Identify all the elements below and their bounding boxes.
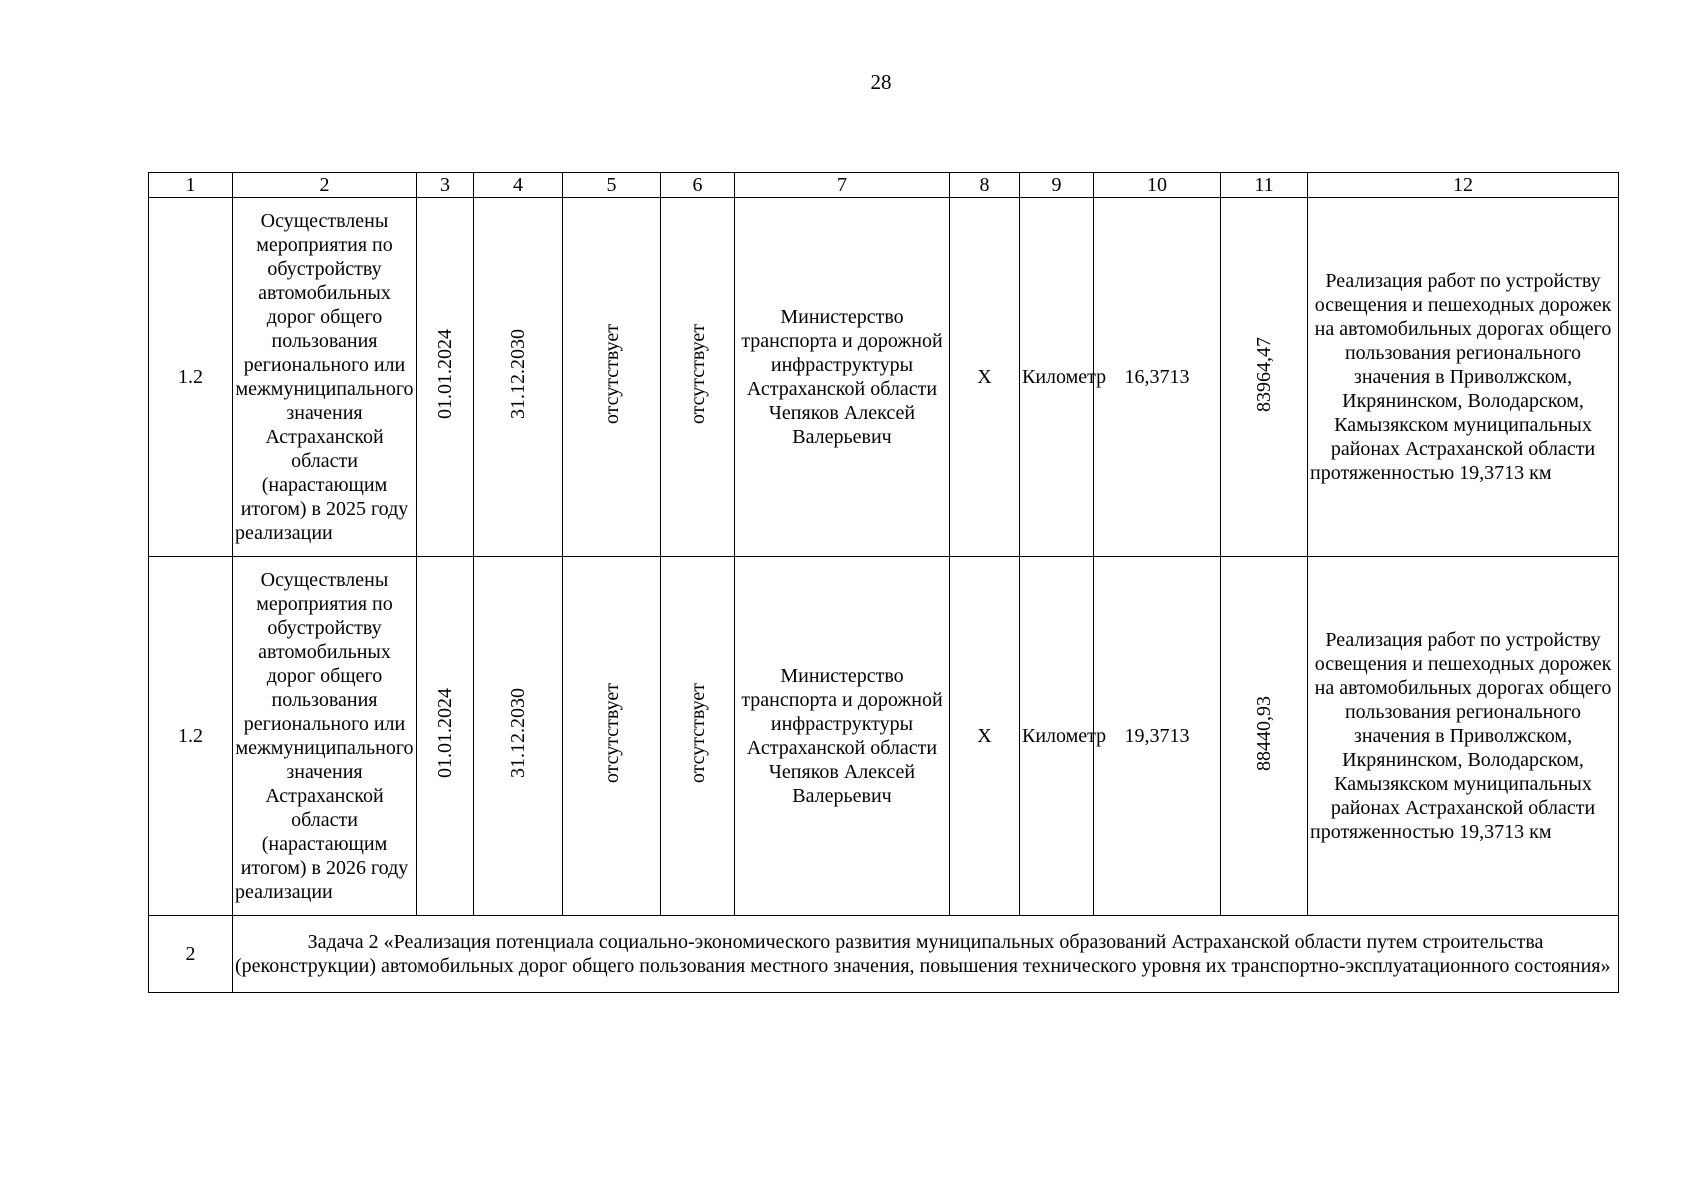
- page-number: 28: [870, 70, 892, 94]
- responsible-person: Чепяков Алексей Валерьевич: [768, 402, 916, 448]
- amount: 88440,93: [1253, 695, 1275, 771]
- column-header: 10: [1094, 173, 1221, 198]
- col5-value: отсутствует: [600, 682, 623, 784]
- col8-value: Х: [950, 198, 1020, 557]
- column-header: 6: [661, 173, 735, 198]
- unit: Километр: [1020, 557, 1094, 916]
- column-header: 3: [417, 173, 474, 198]
- responsible-cell: [735, 198, 950, 557]
- measure-description: Осуществлены мероприятия по обустройству автомобильных дорог общего пользования регионального или межмуниципального значения Астраханской области (нарастающим итогом) в 2026 году реализации: [233, 557, 417, 916]
- end-date-cell: [474, 557, 563, 916]
- amount-cell: [1221, 557, 1308, 916]
- column-header: 11: [1221, 173, 1308, 198]
- col6-cell: [661, 557, 735, 916]
- result-description: Реализация работ по устройству освещения и пешеходных дорожек на автомобильных дорогах общего пользования регионального значения в Приволжском, Икрянинском, Володарском, Камызякском муниципальных районах Астраханской области протяженностью 19,3713 км: [1308, 198, 1619, 557]
- col8-value: Х: [950, 557, 1020, 916]
- column-header: 4: [474, 173, 563, 198]
- col5-cell: [563, 198, 661, 557]
- result-description: Реализация работ по устройству освещения и пешеходных дорожек на автомобильных дорогах общего пользования регионального значения в Приволжском, Икрянинском, Володарском, Камызякском муниципальных районах Астраханской области протяженностью 19,3713 км: [1308, 557, 1619, 916]
- measures-table: [148, 172, 1619, 993]
- amount-cell: [1221, 198, 1308, 557]
- task-number: 2: [149, 916, 233, 993]
- start-date: 01.01.2024: [434, 688, 456, 778]
- col6-cell: [661, 198, 735, 557]
- column-header: 2: [233, 173, 417, 198]
- start-date-cell: [417, 557, 474, 916]
- end-date: 31.12.2030: [507, 329, 529, 419]
- start-date-cell: [417, 198, 474, 557]
- end-date-cell: [474, 198, 563, 557]
- column-header: 8: [950, 173, 1020, 198]
- responsible-person: Чепяков Алексей Валерьевич: [768, 761, 916, 807]
- row-number: 1.2: [149, 557, 233, 916]
- responsible-cell: [735, 557, 950, 916]
- measure-description: Осуществлены мероприятия по обустройству автомобильных дорог общего пользования регионального или межмуниципального значения Астраханской области (нарастающим итогом) в 2025 году реализации: [233, 198, 417, 557]
- col5-value: отсутствует: [600, 323, 623, 425]
- column-header: 12: [1308, 173, 1619, 198]
- table-row: [149, 198, 1619, 557]
- unit: Километр: [1020, 198, 1094, 557]
- column-header: 5: [563, 173, 661, 198]
- column-header: 1: [149, 173, 233, 198]
- indicator-value: 19,3713: [1094, 557, 1221, 916]
- column-header: 7: [735, 173, 950, 198]
- task-text: Задача 2 «Реализация потенциала социально-экономического развития муниципальных образований Астраханской области путем строительства (реконструкции) автомобильных дорог общего пользования местного значения, повышения технического уровня их транспортно-эксплуатационного состояния»: [233, 916, 1619, 993]
- table-row: [149, 557, 1619, 916]
- responsible-org: Министерство транспорта и дорожной инфраструктуры Астраханской области: [741, 306, 943, 400]
- col6-value: отсутствует: [686, 323, 709, 425]
- start-date: 01.01.2024: [434, 329, 456, 419]
- end-date: 31.12.2030: [507, 688, 529, 778]
- column-number-row: [149, 173, 1619, 198]
- row-number: 1.2: [149, 198, 233, 557]
- indicator-value: 16,3713: [1094, 198, 1221, 557]
- amount: 83964,47: [1253, 336, 1275, 412]
- task-row: [149, 916, 1619, 993]
- responsible-org: Министерство транспорта и дорожной инфраструктуры Астраханской области: [741, 665, 943, 759]
- col5-cell: [563, 557, 661, 916]
- column-header: 9: [1020, 173, 1094, 198]
- col6-value: отсутствует: [686, 682, 709, 784]
